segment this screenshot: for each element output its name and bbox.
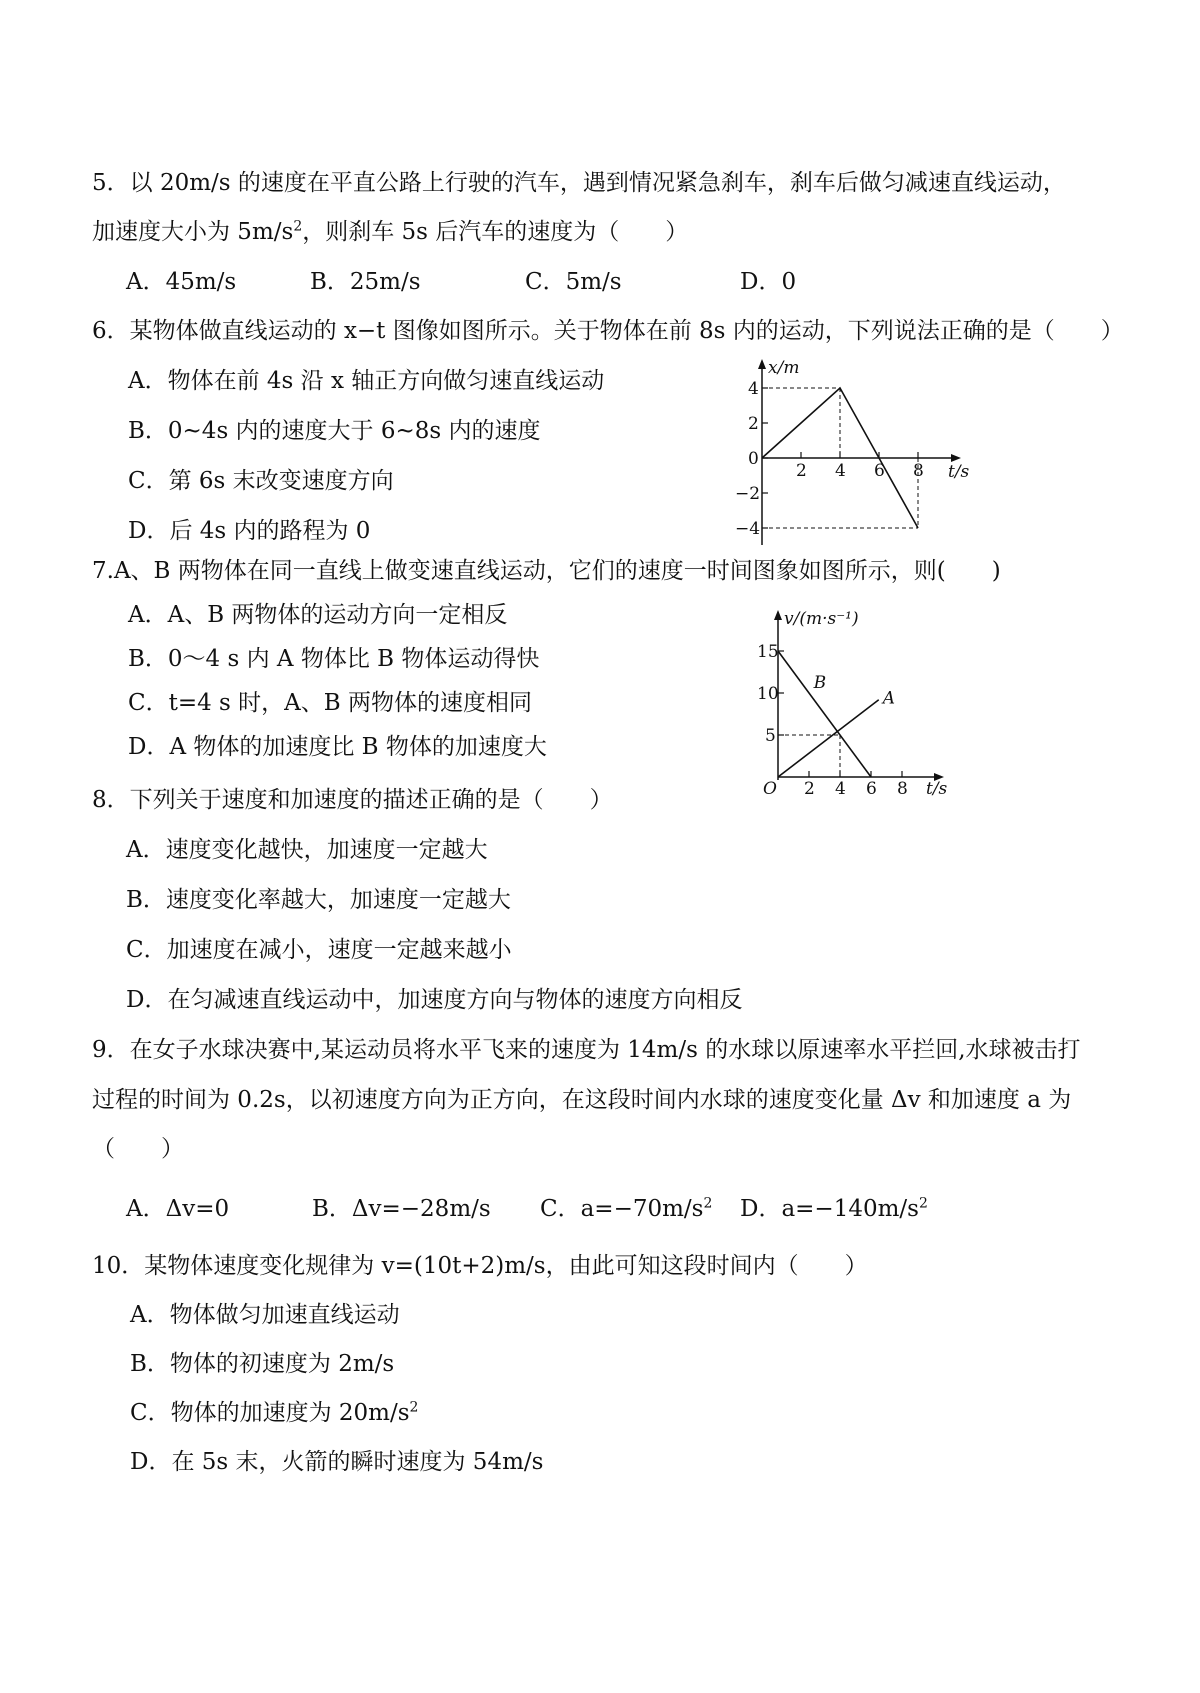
q6-option-a: A．物体在前 4s 沿 x 轴正方向做匀速直线运动 (128, 368, 605, 394)
q10-stem: 10．某物体速度变化规律为 v=(10t+2)m/s，由此可知这段时间内（ ） (92, 1253, 868, 1279)
q9-option-b: B．Δv=−28m/s (312, 1196, 491, 1222)
q8-option-c: C．加速度在减小，速度一定越来越小 (126, 937, 512, 963)
q7-option-c: C．t=4 s 时，A、B 两物体的速度相同 (128, 690, 532, 716)
q5-line2-pre: 加速度大小为 5m/s (92, 219, 294, 245)
vt-origin-label: O (763, 779, 777, 799)
vt-x-axis-label: t/s (926, 779, 948, 799)
q9-line2: 过程的时间为 0.2s，以初速度方向为正方向，在这段时间内水球的速度变化量 Δv 和加速度 a 为 (92, 1087, 1072, 1113)
q6-stem: 6．某物体做直线运动的 x−t 图像如图所示。关于物体在前 8s 内的运动，下列说法正确的是（ ） (92, 318, 1124, 344)
vt-y-tick-label: 5 (765, 726, 776, 746)
vt-y-tick-label: 15 (757, 642, 779, 662)
vt-series-A-line (778, 700, 879, 777)
q9-option-c-sup: 2 (703, 1195, 713, 1212)
q9-option-c-text: C．a=−70m/s (540, 1196, 704, 1222)
q8-option-b: B．速度变化率越大，加速度一定越大 (126, 887, 511, 913)
xt-x-tick-label: 6 (874, 461, 885, 481)
q6-option-b: B．0~4s 内的速度大于 6~8s 内的速度 (128, 418, 541, 444)
q5-option-c: C．5m/s (525, 269, 622, 295)
q10-option-c-text: C．物体的加速度为 20m/s (130, 1400, 410, 1426)
xt-y-tick-label: 4 (748, 379, 759, 399)
q9-option-a: A．Δv=0 (126, 1196, 230, 1222)
q10-option-b: B．物体的初速度为 2m/s (130, 1351, 395, 1377)
q5-option-b: B．25m/s (310, 269, 421, 295)
xt-y-arrow (758, 359, 766, 369)
q6-option-c: C．第 6s 末改变速度方向 (128, 468, 394, 494)
xt-x-tick-label: 8 (913, 461, 924, 481)
q6-option-d: D．后 4s 内的路程为 0 (128, 518, 371, 544)
q5-line2-sup: 2 (293, 218, 303, 235)
vt-y-arrow (774, 610, 782, 620)
xt-y-tick-label: −4 (735, 519, 761, 539)
vt-x-tick-label: 6 (866, 779, 877, 799)
q9-line3: （ ） (92, 1136, 184, 1162)
q9-option-c (540, 1194, 712, 1224)
q10-option-a: A．物体做匀加速直线运动 (130, 1302, 400, 1328)
q9-line1: 9．在女子水球决赛中,某运动员将水平飞来的速度为 14m/s 的水球以原速率水平拦回,水球被击打 (92, 1037, 1081, 1063)
xt-y-tick-label: 0 (748, 449, 759, 469)
q10-option-c-sup: 2 (409, 1399, 419, 1416)
vt-series-A-label: A (882, 688, 896, 709)
q5-line2 (92, 217, 688, 247)
q9-option-d (740, 1194, 928, 1224)
q7-stem: 7.A、B 两物体在同一直线上做变速直线运动，它们的速度一时间图象如图所示，则( ) (92, 558, 1001, 584)
q8-option-d: D．在匀减速直线运动中，加速度方向与物体的速度方向相反 (126, 987, 743, 1013)
q9-option-d-sup: 2 (918, 1195, 928, 1212)
q5-option-d: D．0 (740, 269, 797, 295)
vt-y-tick-label: 10 (757, 684, 779, 704)
q10-option-d: D．在 5s 末，火箭的瞬时速度为 54m/s (130, 1449, 544, 1475)
vt-x-tick-label: 2 (804, 779, 815, 799)
xt-x-axis-label: t/s (948, 462, 970, 482)
xt-x-tick-label: 2 (796, 461, 807, 481)
xt-graph (735, 355, 980, 550)
xt-y-axis-label: x/m (768, 358, 800, 378)
q8-option-a: A．速度变化越快，加速度一定越大 (126, 837, 488, 863)
q9-option-d-text: D．a=−140m/s (740, 1196, 919, 1222)
xt-x-arrow (951, 454, 961, 462)
vt-series-B-line (778, 651, 871, 777)
q5-line1: 5．以 20m/s 的速度在平直公路上行驶的汽车，遇到情况紧急刹车，刹车后做匀减速直线运动， (92, 170, 1066, 196)
q8-stem: 8．下列关于速度和加速度的描述正确的是（ ） (92, 787, 613, 813)
q5-option-a: A．45m/s (126, 269, 237, 295)
xt-x-tick-label: 4 (835, 461, 846, 481)
q7-option-b: B．0～4 s 内 A 物体比 B 物体运动得快 (128, 646, 540, 672)
xt-y-tick-label: 2 (748, 414, 759, 434)
q7-option-d: D．A 物体的加速度比 B 物体的加速度大 (128, 734, 547, 760)
xt-y-tick-label: −2 (735, 484, 761, 504)
q5-line2-post: ，则刹车 5s 后汽车的速度为（ ） (302, 219, 689, 245)
vt-series-B-label: B (813, 672, 827, 693)
q7-option-a: A．A、B 两物体的运动方向一定相反 (128, 602, 508, 628)
vt-x-tick-label: 8 (897, 779, 908, 799)
vt-x-tick-label: 4 (835, 779, 846, 799)
vt-graph (750, 605, 965, 805)
vt-y-axis-label: v/(m·s⁻¹) (784, 609, 859, 629)
q10-option-c (130, 1398, 418, 1428)
